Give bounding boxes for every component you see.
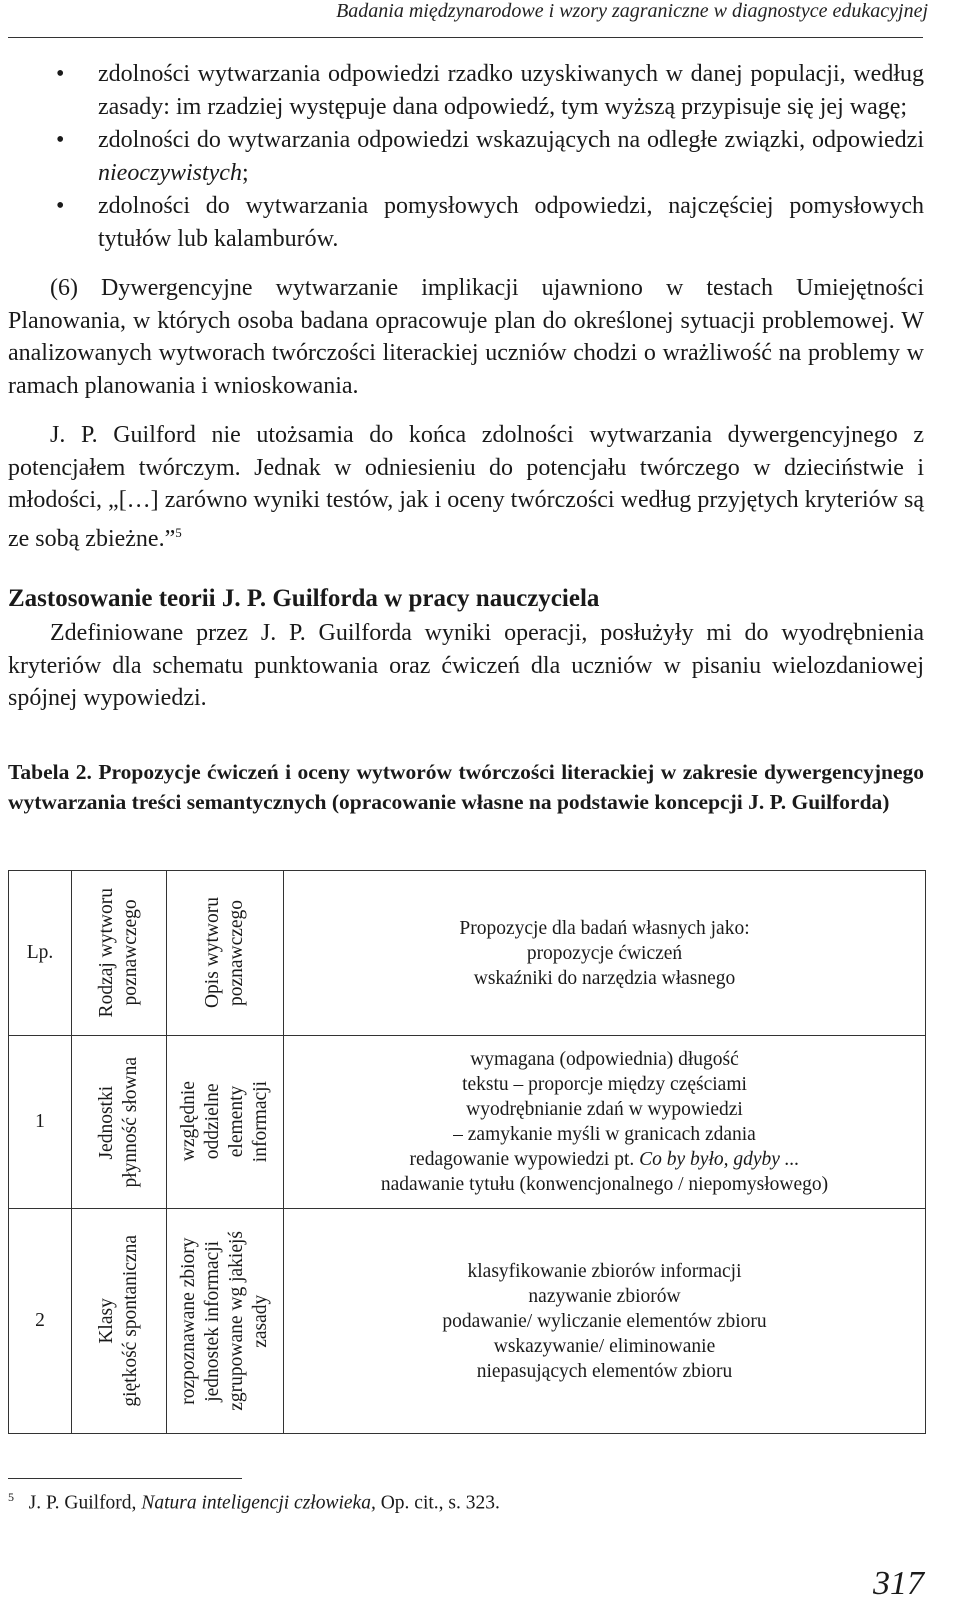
header-desc-line1: Opis wytworu [202,897,223,1009]
bullet-text: zdolności do wytwarzania pomysłowych odpowiedzi, najczęściej pomysłowych tytułów lub kalamburów. [98,193,924,252]
bullet-item [40,58,924,124]
bullet-text: zdolności do wytwarzania odpowiedzi wskazujących na odległe związki, odpowiedzi [98,127,924,153]
header-proposals-line: propozycje ćwiczeń [526,942,683,964]
footnote-number: 5 [8,1490,14,1504]
row-type-line1: Klasy [96,1298,117,1344]
bullet-dot-icon: • [56,127,65,153]
bullet-item [40,124,924,190]
proposal-line: wyodrębnianie zdań w wypowiedzi [466,1099,743,1120]
row-proposals [284,1209,926,1434]
header-type-line2: poznawczego [120,899,141,1007]
footnote-rest: Op. cit., s. 323. [375,1492,500,1514]
proposal-line: klasyfikowanie zbiorów informacji [467,1260,742,1282]
footnote-title: Natura inteligencji człowieka, [141,1492,376,1514]
proposal-line: nadawanie tytułu (konwencjonalnego / niepomysłowego) [380,1174,829,1195]
header-desc-text [201,897,249,1008]
row-proposals [284,1036,926,1209]
row-desc-line: oddzielne [202,1084,223,1160]
proposal-line-text: redagowanie wypowiedzi pt. [409,1149,640,1170]
paragraph-planning: (6) Dywergencyjne wytwarzanie implikacji ujawniono w testach Umiejętności Planowania, w których osoba badana opracowuje plan do określonej sytuacji problemowej. W analizowanych wytworach twórczości literackiej uczniów chodzi o wrażliwość na problemy w ramach planowania i wnioskowania. [8,275,924,399]
proposal-line-italic: Co by było, gdyby ... [639,1149,800,1170]
section-heading: Zastosowanie teorii J. P. Guilforda w pracy nauczyciela [8,585,600,612]
row-desc-line: informacji [250,1081,271,1163]
header-rule [8,37,923,38]
header-type-text [95,888,143,1017]
row-lp: 1 [9,1036,72,1209]
row-desc-line: zasady [250,1294,271,1348]
proposal-line: tekstu – proporcje między częściami [462,1074,747,1095]
row-desc [167,1209,284,1434]
row-desc-text [177,1231,273,1411]
header-proposals [284,871,926,1036]
running-header: Badania międzynarodowe i wzory zagraniczne w diagnostyce edukacyjnej [336,0,928,22]
bullet-text-italic: nieoczywistych [98,160,242,186]
row-type [72,1036,167,1209]
row-desc-line: zgrupowane wg jakiejś [226,1231,247,1411]
proposal-line: – zamykanie myśli w granicach zdania [453,1124,756,1145]
proposal-line: niepasujących elementów zbioru [476,1360,733,1382]
row-type-line2: giętkość spontaniczna [120,1235,141,1407]
proposal-line: wymagana (odpowiednia) długość [470,1049,739,1070]
row-type-line1: Jednostki [96,1085,117,1159]
row-desc-line: elementy [226,1086,247,1158]
header-proposals-line: Propozycje dla badań własnych jako: [459,917,750,939]
proposal-line: wskazywanie/ eliminowanie [493,1335,716,1357]
proposal-line: podawanie/ wyliczanie elementów zbioru [442,1310,767,1332]
table-row [9,1209,926,1434]
exercise-table [8,870,926,1434]
footnote-ref: 5 [175,524,182,540]
proposal-line [284,1147,925,1172]
header-type-line1: Rodzaj wytworu [96,888,117,1018]
bullet-dot-icon: • [56,61,65,87]
footnote [8,1490,500,1515]
row-type-text [95,1057,143,1188]
paragraph-guilford-text: J. P. Guilford nie utożsamia do końca zdolności wytwarzania dywergencyjnego z potencjałem twórczym. Jednak w odniesieniu do potencjału twórczego w dzieciństwie i młodości, „[…] zarówno wyniki testów, jak i oceny twórczości według przyjętych kryteriów są ze sobą zbieżne.” [8,422,924,552]
header-type [72,871,167,1036]
page-number: 317 [873,1565,924,1602]
header-lp: Lp. [9,871,72,1036]
row-desc [167,1036,284,1209]
footnote-rule [8,1478,242,1479]
header-desc-line2: poznawczego [226,899,247,1007]
footnote-author: J. P. Guilford, [28,1492,142,1514]
header-proposals-line: wskaźniki do narzędzia własnego [473,967,736,989]
bullet-dot-icon: • [56,193,65,219]
table-header-row [9,871,926,1036]
row-desc-line: względnie [178,1081,199,1163]
paragraph-guilford [8,419,924,555]
row-desc-line: rozpoznawane zbiory [178,1237,199,1405]
row-desc-line: jednostek informacji [202,1240,223,1402]
table-caption: Tabela 2. Propozycje ćwiczeń i oceny wytworów twórczości literackiej w zakresie dywergencyjnego wytwarzania treści semantycznych (opracowanie własne na podstawie koncepcji J. P. Guilforda) [8,760,924,814]
paragraph-definitions: Zdefiniowane przez J. P. Guilforda wyniki operacji, posłużyły mi do wyodrębnienia kryteriów dla schematu punktowania oraz ćwiczeń dla uczniów w pisaniu wielozdaniowej spójnej wypowiedzi. [8,620,924,712]
row-desc-text [177,1081,273,1162]
row-type [72,1209,167,1434]
bullet-list [40,58,924,256]
bullet-text: zdolności wytwarzania odpowiedzi rzadko uzyskiwanych w danej populacji, według zasady: im rzadziej występuje dana odpowiedź, tym wyższą przypisuje się jej wagę; [98,61,924,120]
table-row [9,1036,926,1209]
row-type-line2: płynność słowna [120,1056,141,1188]
proposal-line: nazywanie zbiorów [528,1285,681,1307]
bullet-text-end: ; [241,160,249,186]
row-lp: 2 [9,1209,72,1434]
row-type-text [95,1235,143,1407]
header-desc [167,871,284,1036]
bullet-item [40,190,924,256]
